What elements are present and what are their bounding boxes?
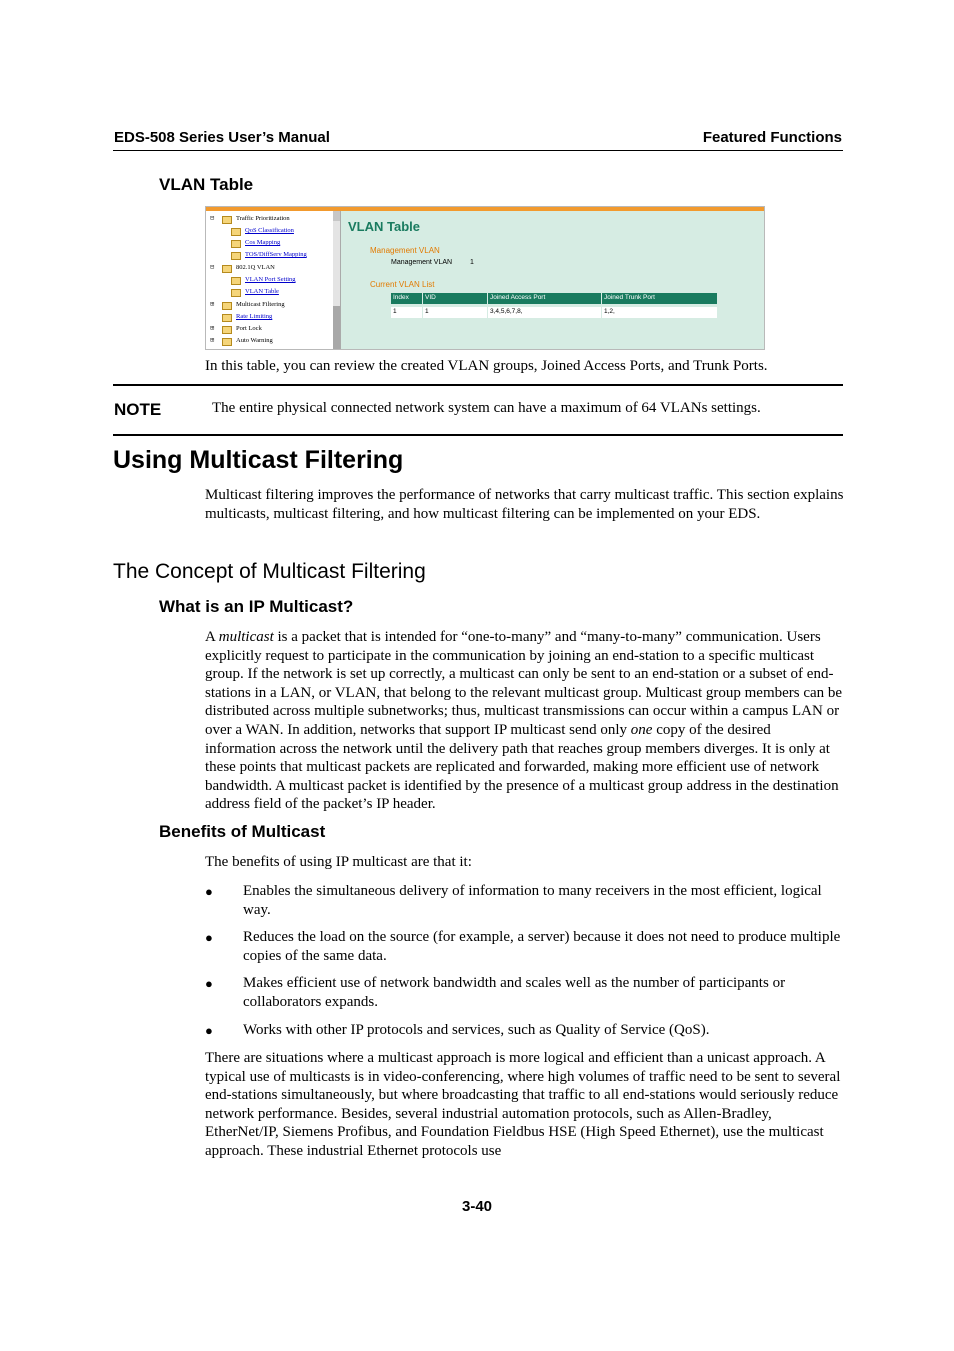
- page-icon: [231, 252, 241, 260]
- vlan-table-description: In this table, you can review the created VLAN groups, Joined Access Ports, and Trunk Ports.: [205, 358, 768, 374]
- screenshot-page-title: VLAN Table: [348, 219, 420, 234]
- tree-item-vlan-table[interactable]: VLAN Table: [245, 288, 279, 295]
- tree-item-auto-warning[interactable]: Auto Warning: [236, 337, 273, 344]
- tree-item-multicast-filtering[interactable]: Multicast Filtering: [236, 301, 285, 308]
- tree-item-rate-limiting[interactable]: Rate Limiting: [236, 313, 273, 320]
- column-header-access-port: Joined Access Port: [490, 294, 546, 301]
- cell-index: 1: [393, 308, 397, 315]
- what-text-b: is a packet that is intended for “one-to-many” and “many-to-many” communication. Users explicitly request to participate in the communication by joining an end-station to a specific multicast group. If the network is set up correctly, a multicast can only be sent to an end-station or a subset of end-stations in a LAN, or VLAN, that belong to the relevant multicast group. Multicast group members can be distributed across multiple subnetworks; thus, multicast transmissions can occur within a campus LAN or over a WAN. In addition, networks that support IP multicast send only: [205, 629, 843, 738]
- nav-tree: [206, 211, 341, 349]
- page-icon: [222, 314, 232, 322]
- what-heading: What is an IP Multicast?: [159, 597, 354, 616]
- benefit-item: Works with other IP protocols and services, such as Quality of Service (QoS).: [243, 1022, 710, 1038]
- header-rule: [113, 150, 843, 151]
- folder-icon: [222, 216, 232, 224]
- tree-item-tos-mapping[interactable]: TOS/DiffServ Mapping: [245, 251, 307, 258]
- closing-paragraph: There are situations where a multicast approach is more logical and efficient than a unicast approach. A typical use of multicasts is in video-conferencing, where high volumes of traffic need to be sent to several end-stations simultaneously, but where broadcasting that traffic to all end-stations would seriously reduce network performance. Besides, several industrial automation protocols, such as Allen-Bradley, EtherNet/IP, Siemens Profibus, and Foundation Fieldbus HSE (High Speed Ethernet), use the multicast approach. These industrial Ethernet protocols use: [205, 1050, 841, 1159]
- tree-item-vlan-port-setting[interactable]: VLAN Port Setting: [245, 276, 296, 283]
- bullet-icon: ●: [205, 884, 213, 899]
- cell-vid: 1: [425, 308, 429, 315]
- page-number: 3-40: [461, 1198, 493, 1215]
- tree-item-cos-mapping[interactable]: Cos Mapping: [245, 239, 281, 246]
- benefits-intro: The benefits of using IP multicast are that it:: [205, 854, 472, 870]
- page-icon: [231, 228, 241, 236]
- vlan-table-screenshot: [205, 206, 765, 350]
- scroll-up-button[interactable]: [333, 211, 340, 221]
- note-text: The entire physical connected network system can have a maximum of 64 VLANs settings.: [212, 400, 761, 416]
- header-manual-title: EDS-508 Series User’s Manual: [114, 129, 330, 146]
- folder-icon: [222, 338, 232, 346]
- mgmt-vlan-heading: Management VLAN: [370, 246, 440, 255]
- what-paragraph: [205, 628, 845, 814]
- mgmt-vlan-label: Management VLAN: [391, 259, 453, 266]
- benefit-item: Makes efficient use of network bandwidth and scales well as the number of participants or collaborators expands.: [243, 975, 786, 1010]
- bullet-icon: ●: [205, 976, 213, 991]
- tree-item-traffic-prioritization[interactable]: Traffic Prioritization: [236, 215, 290, 222]
- what-text-a: A: [205, 629, 219, 645]
- benefits-heading: Benefits of Multicast: [159, 822, 326, 841]
- tree-item-8021q-vlan[interactable]: 802.1Q VLAN: [236, 264, 275, 271]
- mgmt-vlan-value: 1: [470, 259, 474, 266]
- benefit-item: Reduces the load on the source (for example, a server) because it does not need to produce multiple copies of the same data.: [243, 929, 841, 964]
- vlan-table-heading: VLAN Table: [159, 175, 254, 194]
- folder-icon: [222, 265, 232, 273]
- header-chapter-title: Featured Functions: [702, 129, 842, 146]
- note-label: NOTE: [114, 400, 162, 419]
- collapse-icon[interactable]: ⊟: [210, 214, 215, 222]
- collapse-icon[interactable]: ⊟: [210, 263, 215, 271]
- multicast-term: multicast: [218, 629, 274, 645]
- note-bottom-rule: [113, 434, 843, 436]
- column-header-vid: VID: [425, 294, 436, 301]
- page-icon: [231, 277, 241, 285]
- expand-icon[interactable]: ⊞: [210, 324, 215, 332]
- tree-scrollbar[interactable]: [333, 211, 340, 349]
- bullet-icon: ●: [205, 930, 213, 945]
- column-header-trunk-port: Joined Trunk Port: [604, 294, 655, 301]
- page-icon: [231, 289, 241, 297]
- folder-icon: [222, 326, 232, 334]
- what-text-c: copy of the desired information across the network until the delivery path that reaches group members diverges. It is only at these points that multicast packets are replicated and forwarded, making more efficient use of network bandwidth. A multicast packet is identified by the presence of a multicast group address in the destination address field of the packet’s IP header.: [205, 721, 839, 813]
- section-title: Using Multicast Filtering: [113, 446, 404, 474]
- page-icon: [231, 240, 241, 248]
- table-header-row: [391, 293, 717, 304]
- tree-item-qos-classification[interactable]: QoS Classification: [245, 227, 294, 234]
- cell-trunk-ports: 1,2,: [604, 308, 615, 315]
- one-term: one: [630, 721, 653, 738]
- bullet-icon: ●: [205, 1023, 213, 1038]
- scroll-thumb[interactable]: [333, 306, 340, 349]
- note-top-rule: [113, 384, 843, 386]
- folder-icon: [222, 302, 232, 310]
- section-intro: Multicast filtering improves the performance of networks that carry multicast traffic. This section explains multicasts, multicast filtering, and how multicast filtering can be implemented on your EDS.: [205, 487, 844, 522]
- expand-icon[interactable]: ⊞: [210, 300, 215, 308]
- current-vlan-list-heading: Current VLAN List: [370, 280, 435, 289]
- table-row: [391, 307, 717, 318]
- column-header-index: Index: [393, 294, 409, 301]
- concept-title: The Concept of Multicast Filtering: [113, 560, 426, 583]
- benefit-item: Enables the simultaneous delivery of information to many receivers in the most efficient, logical way.: [243, 883, 822, 918]
- tree-item-port-lock[interactable]: Port Lock: [236, 325, 262, 332]
- expand-icon[interactable]: ⊞: [210, 336, 215, 344]
- cell-access-ports: 3,4,5,6,7,8,: [490, 308, 523, 315]
